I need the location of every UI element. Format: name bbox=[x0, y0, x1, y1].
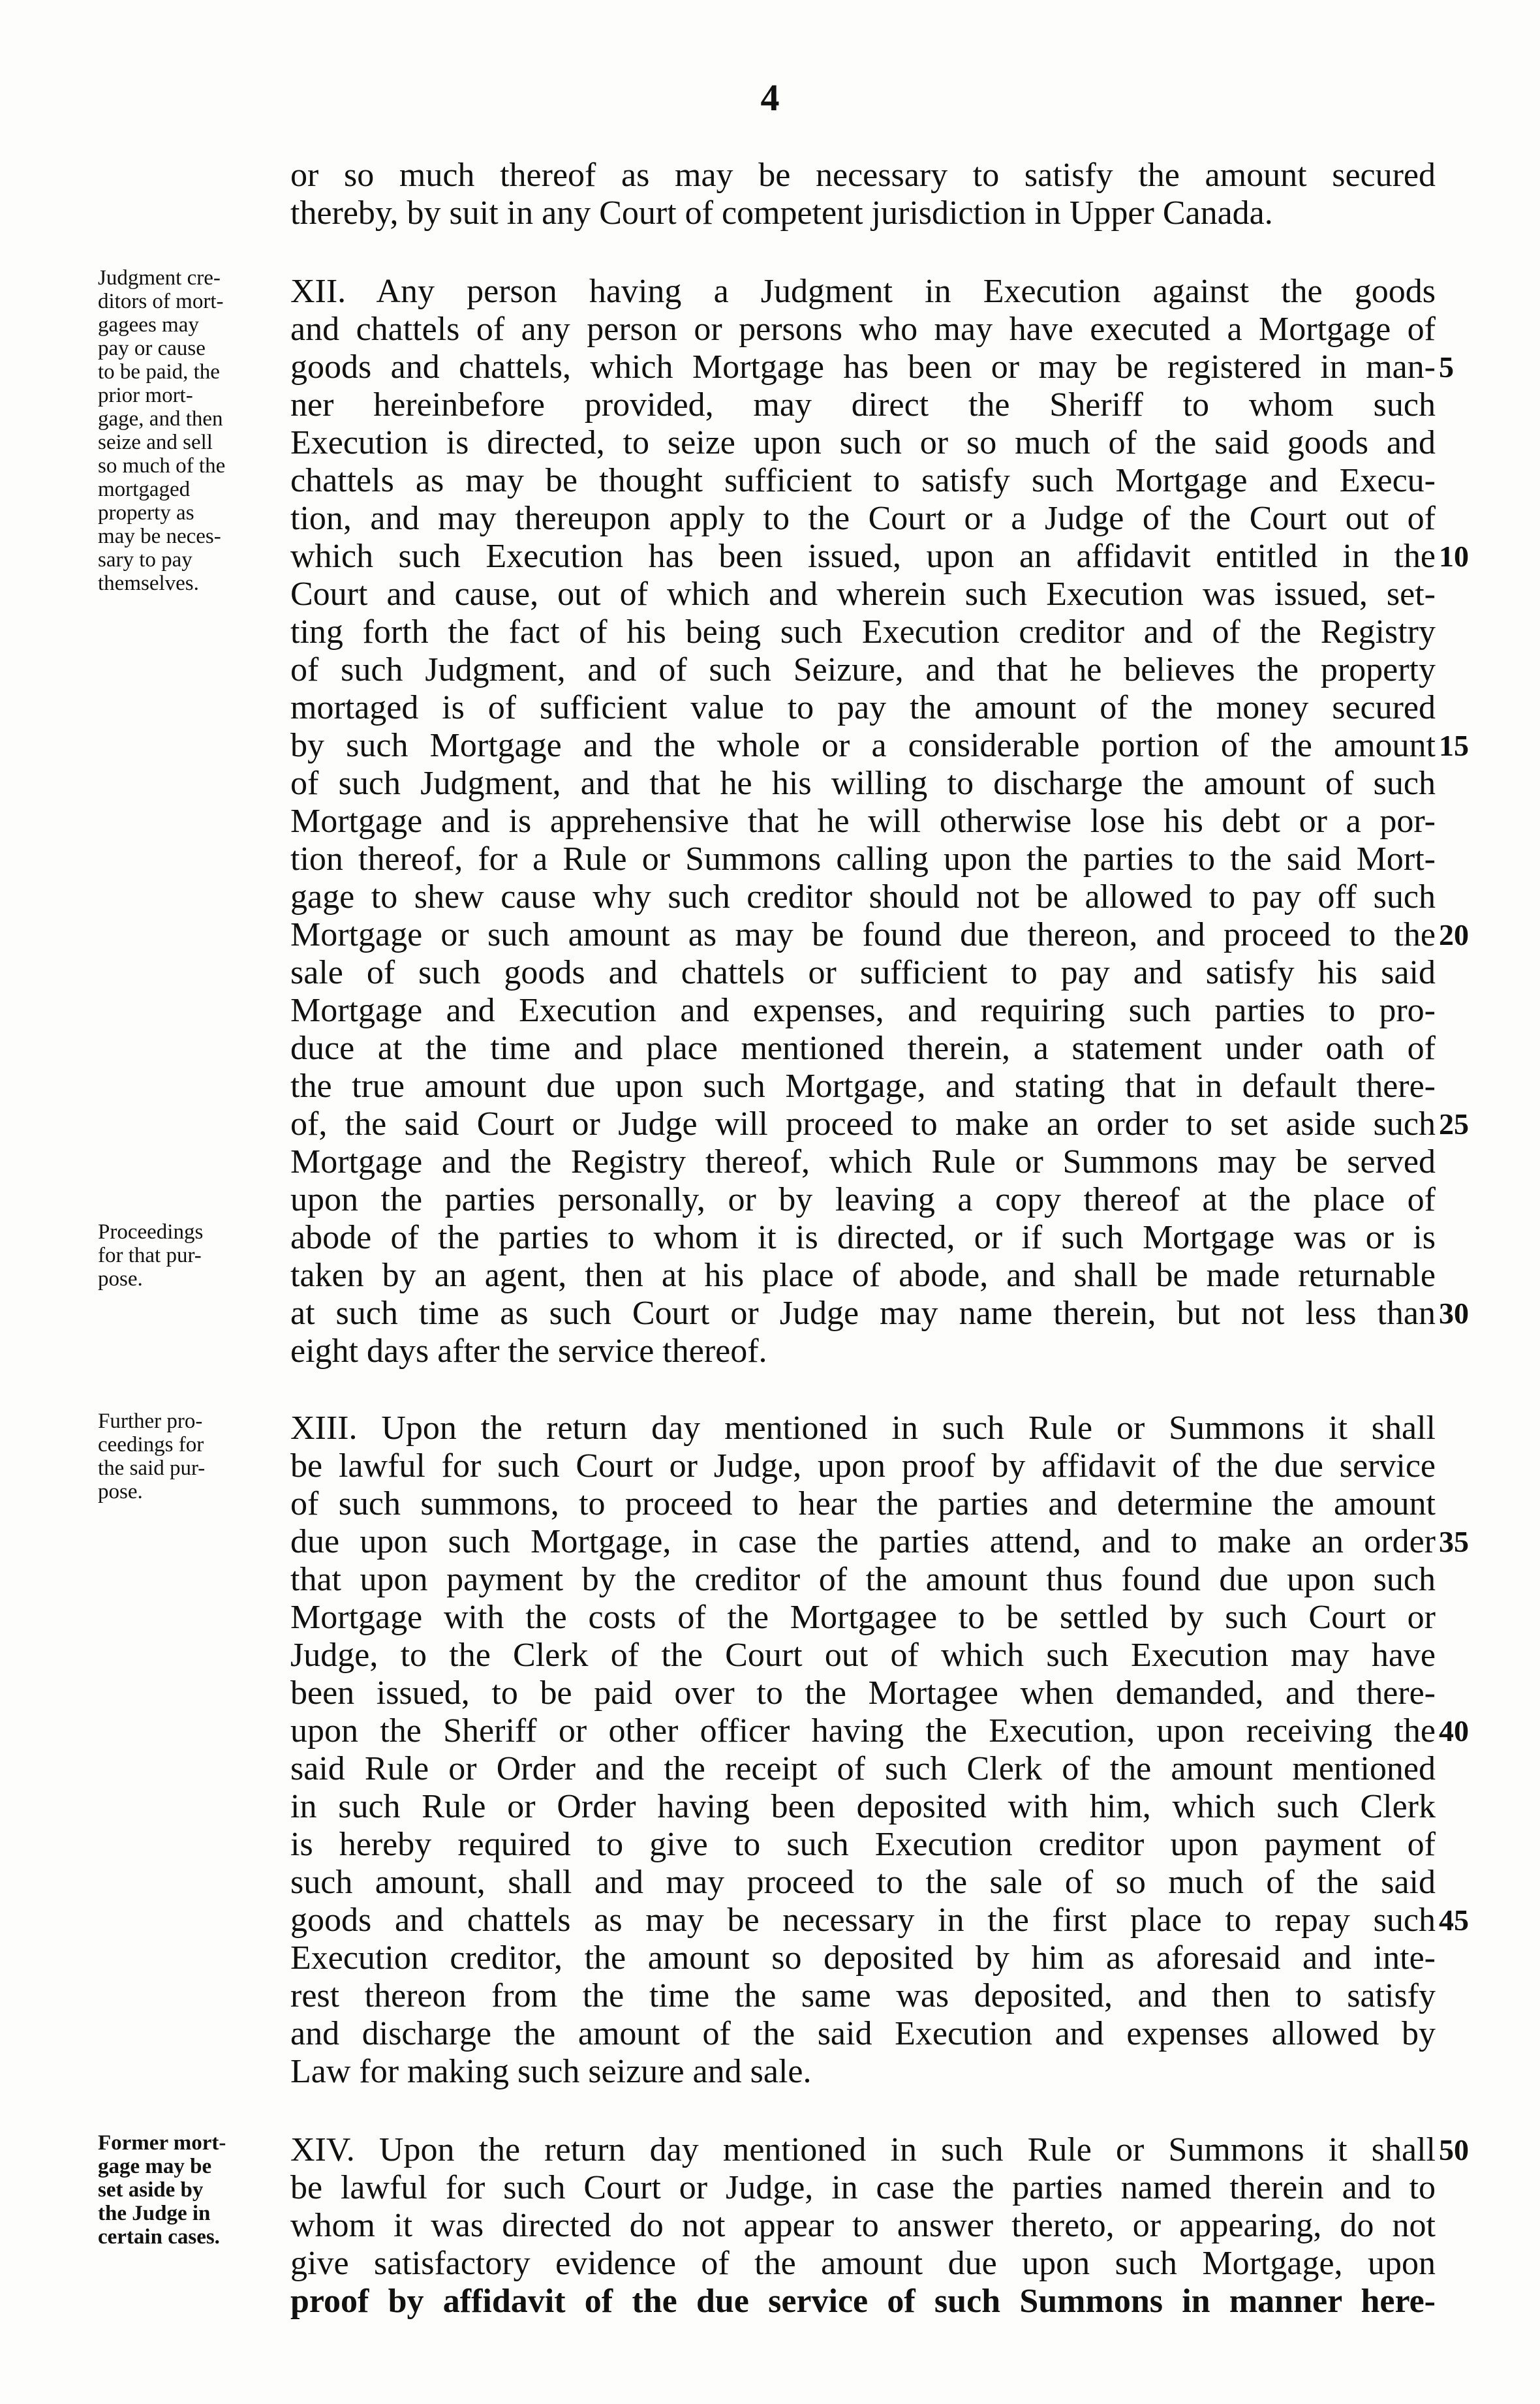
line-number: 15 bbox=[1439, 729, 1469, 762]
body-line: and chattels of any person or persons who may have executed a Mortgage of bbox=[290, 311, 1436, 348]
margin-note-line: pay or cause bbox=[98, 337, 206, 360]
body-line: in such Rule or Order having been deposited with him, which such Clerk bbox=[290, 1788, 1436, 1825]
body-line: thereby, by suit in any Court of competent jurisdiction in Upper Canada. bbox=[290, 194, 1273, 232]
body-line: which such Execution has been issued, upon an affidavit entitled in the bbox=[290, 538, 1436, 575]
body-line: that upon payment by the creditor of the amount thus found due upon such bbox=[290, 1561, 1436, 1598]
line-number: 50 bbox=[1439, 2133, 1469, 2166]
margin-note-line: gage may be bbox=[98, 2155, 212, 2178]
margin-note-line: gagees may bbox=[98, 313, 199, 337]
body-line: proof by affidavit of the due service of such Summons in manner here- bbox=[290, 2283, 1436, 2320]
margin-note-line: Further pro- bbox=[98, 1410, 203, 1433]
body-line: of, the said Court or Judge will proceed to make an order to set aside such bbox=[290, 1105, 1436, 1143]
body-line: Execution creditor, the amount so deposited by him as aforesaid and inte- bbox=[290, 1939, 1436, 1977]
body-line: tion, and may thereupon apply to the Court or a Judge of the Court out of bbox=[290, 500, 1436, 537]
margin-note-line: pose. bbox=[98, 1480, 143, 1503]
body-line: Mortgage and Execution and expenses, and requiring such parties to pro- bbox=[290, 992, 1436, 1029]
body-line: goods and chattels as may be necessary in the first place to repay such bbox=[290, 1902, 1436, 1939]
body-line: whom it was directed do not appear to answer thereto, or appearing, do not bbox=[290, 2207, 1436, 2244]
margin-note-line: so much of the bbox=[98, 454, 226, 478]
body-line: the true amount due upon such Mortgage, and stating that in default there- bbox=[290, 1068, 1436, 1105]
line-number: 35 bbox=[1439, 1525, 1469, 1558]
body-line: Execution is directed, to seize upon such or so much of the said goods and bbox=[290, 424, 1436, 461]
page-number: 4 bbox=[760, 76, 780, 119]
body-line: Law for making such seizure and sale. bbox=[290, 2053, 812, 2090]
margin-note-line: Judgment cre- bbox=[98, 266, 221, 290]
margin-note-line: the Judge in bbox=[98, 2202, 211, 2225]
line-number: 30 bbox=[1439, 1297, 1469, 1330]
body-line: upon the Sheriff or other officer having the Execution, upon receiving the bbox=[290, 1712, 1436, 1749]
body-line: such amount, shall and may proceed to the sale of so much of the said bbox=[290, 1864, 1436, 1901]
body-line: sale of such goods and chattels or sufficient to pay and satisfy his said bbox=[290, 954, 1436, 991]
body-line: ting forth the fact of his being such Execution creditor and of the Registry bbox=[290, 613, 1436, 651]
margin-note-line: certain cases. bbox=[98, 2225, 220, 2249]
margin-note-line: pose. bbox=[98, 1267, 143, 1291]
body-line: upon the parties personally, or by leaving a copy thereof at the place of bbox=[290, 1181, 1436, 1218]
body-line: XIV. Upon the return day mentioned in such Rule or Summons it shall bbox=[290, 2131, 1436, 2168]
margin-note-line: the said pur- bbox=[98, 1456, 206, 1480]
line-number: 10 bbox=[1439, 540, 1469, 573]
margin-note-line: ceedings for bbox=[98, 1433, 204, 1456]
body-line: Mortgage and the Registry thereof, which Rule or Summons may be served bbox=[290, 1143, 1436, 1180]
margin-note-line: Proceedings bbox=[98, 1220, 204, 1244]
body-line: be lawful for such Court or Judge, in case the parties named therein and to bbox=[290, 2169, 1436, 2206]
body-line: mortaged is of sufficient value to pay the amount of the money secured bbox=[290, 689, 1436, 726]
body-line: due upon such Mortgage, in case the parties attend, and to make an order bbox=[290, 1523, 1436, 1560]
margin-note-line: gage, and then bbox=[98, 407, 223, 431]
body-line: be lawful for such Court or Judge, upon proof by affidavit of the due service bbox=[290, 1447, 1436, 1485]
body-line: abode of the parties to whom it is directed, or if such Mortgage was or is bbox=[290, 1219, 1436, 1256]
margin-note-line: prior mort- bbox=[98, 384, 193, 407]
margin-note-line: to be paid, the bbox=[98, 360, 220, 384]
line-number: 45 bbox=[1439, 1903, 1469, 1937]
margin-note-line: mortgaged bbox=[98, 478, 191, 501]
body-line: goods and chattels, which Mortgage has been or may be registered in man- bbox=[290, 348, 1436, 386]
body-line: is hereby required to give to such Execution creditor upon payment of bbox=[290, 1826, 1436, 1863]
body-line: XIII. Upon the return day mentioned in such Rule or Summons it shall bbox=[290, 1410, 1436, 1447]
body-line: XII. Any person having a Judgment in Execution against the goods bbox=[290, 273, 1436, 310]
margin-note-line: themselves. bbox=[98, 572, 199, 595]
body-line: tion thereof, for a Rule or Summons calling upon the parties to the said Mort- bbox=[290, 840, 1436, 878]
body-line: been issued, to be paid over to the Mortagee when demanded, and there- bbox=[290, 1674, 1436, 1712]
body-line: duce at the time and place mentioned therein, a statement under oath of bbox=[290, 1030, 1436, 1067]
body-line: rest thereon from the time the same was deposited, and then to satisfy bbox=[290, 1977, 1436, 2014]
margin-note-line: property as bbox=[98, 501, 194, 525]
body-line: or so much thereof as may be necessary to satisfy the amount secured bbox=[290, 157, 1436, 194]
body-line: and discharge the amount of the said Execution and expenses allowed by bbox=[290, 2015, 1436, 2052]
body-line: taken by an agent, then at his place of abode, and shall be made returnable bbox=[290, 1257, 1436, 1294]
body-line: give satisfactory evidence of the amount due upon such Mortgage, upon bbox=[290, 2245, 1436, 2282]
body-line: of such Judgment, and that he his willing to discharge the amount of such bbox=[290, 765, 1436, 802]
body-line: eight days after the service thereof. bbox=[290, 1333, 767, 1370]
margin-note-line: seize and sell bbox=[98, 431, 213, 454]
body-line: of such summons, to proceed to hear the parties and determine the amount bbox=[290, 1485, 1436, 1522]
margin-note-line: ditors of mort- bbox=[98, 290, 224, 313]
line-number: 20 bbox=[1439, 918, 1469, 951]
line-number: 40 bbox=[1439, 1714, 1469, 1748]
body-line: gage to shew cause why such creditor should not be allowed to pay off such bbox=[290, 878, 1436, 916]
margin-note-line: may be neces- bbox=[98, 525, 221, 548]
margin-note-line: sary to pay bbox=[98, 548, 192, 572]
body-line: at such time as such Court or Judge may name therein, but not less than bbox=[290, 1295, 1436, 1332]
body-line: Mortgage and is apprehensive that he will otherwise lose his debt or a por- bbox=[290, 803, 1436, 840]
body-line: ner hereinbefore provided, may direct the Sheriff to whom such bbox=[290, 386, 1436, 424]
margin-note-line: Former mort- bbox=[98, 2131, 226, 2155]
margin-note-line: set aside by bbox=[98, 2178, 204, 2202]
line-number: 5 bbox=[1439, 350, 1454, 384]
body-line: chattels as may be thought sufficient to satisfy such Mortgage and Execu- bbox=[290, 462, 1436, 499]
body-line: Mortgage or such amount as may be found due thereon, and proceed to the bbox=[290, 916, 1436, 953]
body-line: Judge, to the Clerk of the Court out of which such Execution may have bbox=[290, 1637, 1436, 1674]
body-line: of such Judgment, and of such Seizure, and that he believes the property bbox=[290, 651, 1436, 688]
body-line: Court and cause, out of which and wherein such Execution was issued, set- bbox=[290, 576, 1436, 613]
body-line: Mortgage with the costs of the Mortgagee to be settled by such Court or bbox=[290, 1599, 1436, 1636]
body-line: said Rule or Order and the receipt of such Clerk of the amount mentioned bbox=[290, 1750, 1436, 1787]
line-number: 25 bbox=[1439, 1107, 1469, 1141]
body-line: by such Mortgage and the whole or a considerable portion of the amount bbox=[290, 727, 1436, 764]
margin-note-line: for that pur- bbox=[98, 1244, 202, 1267]
